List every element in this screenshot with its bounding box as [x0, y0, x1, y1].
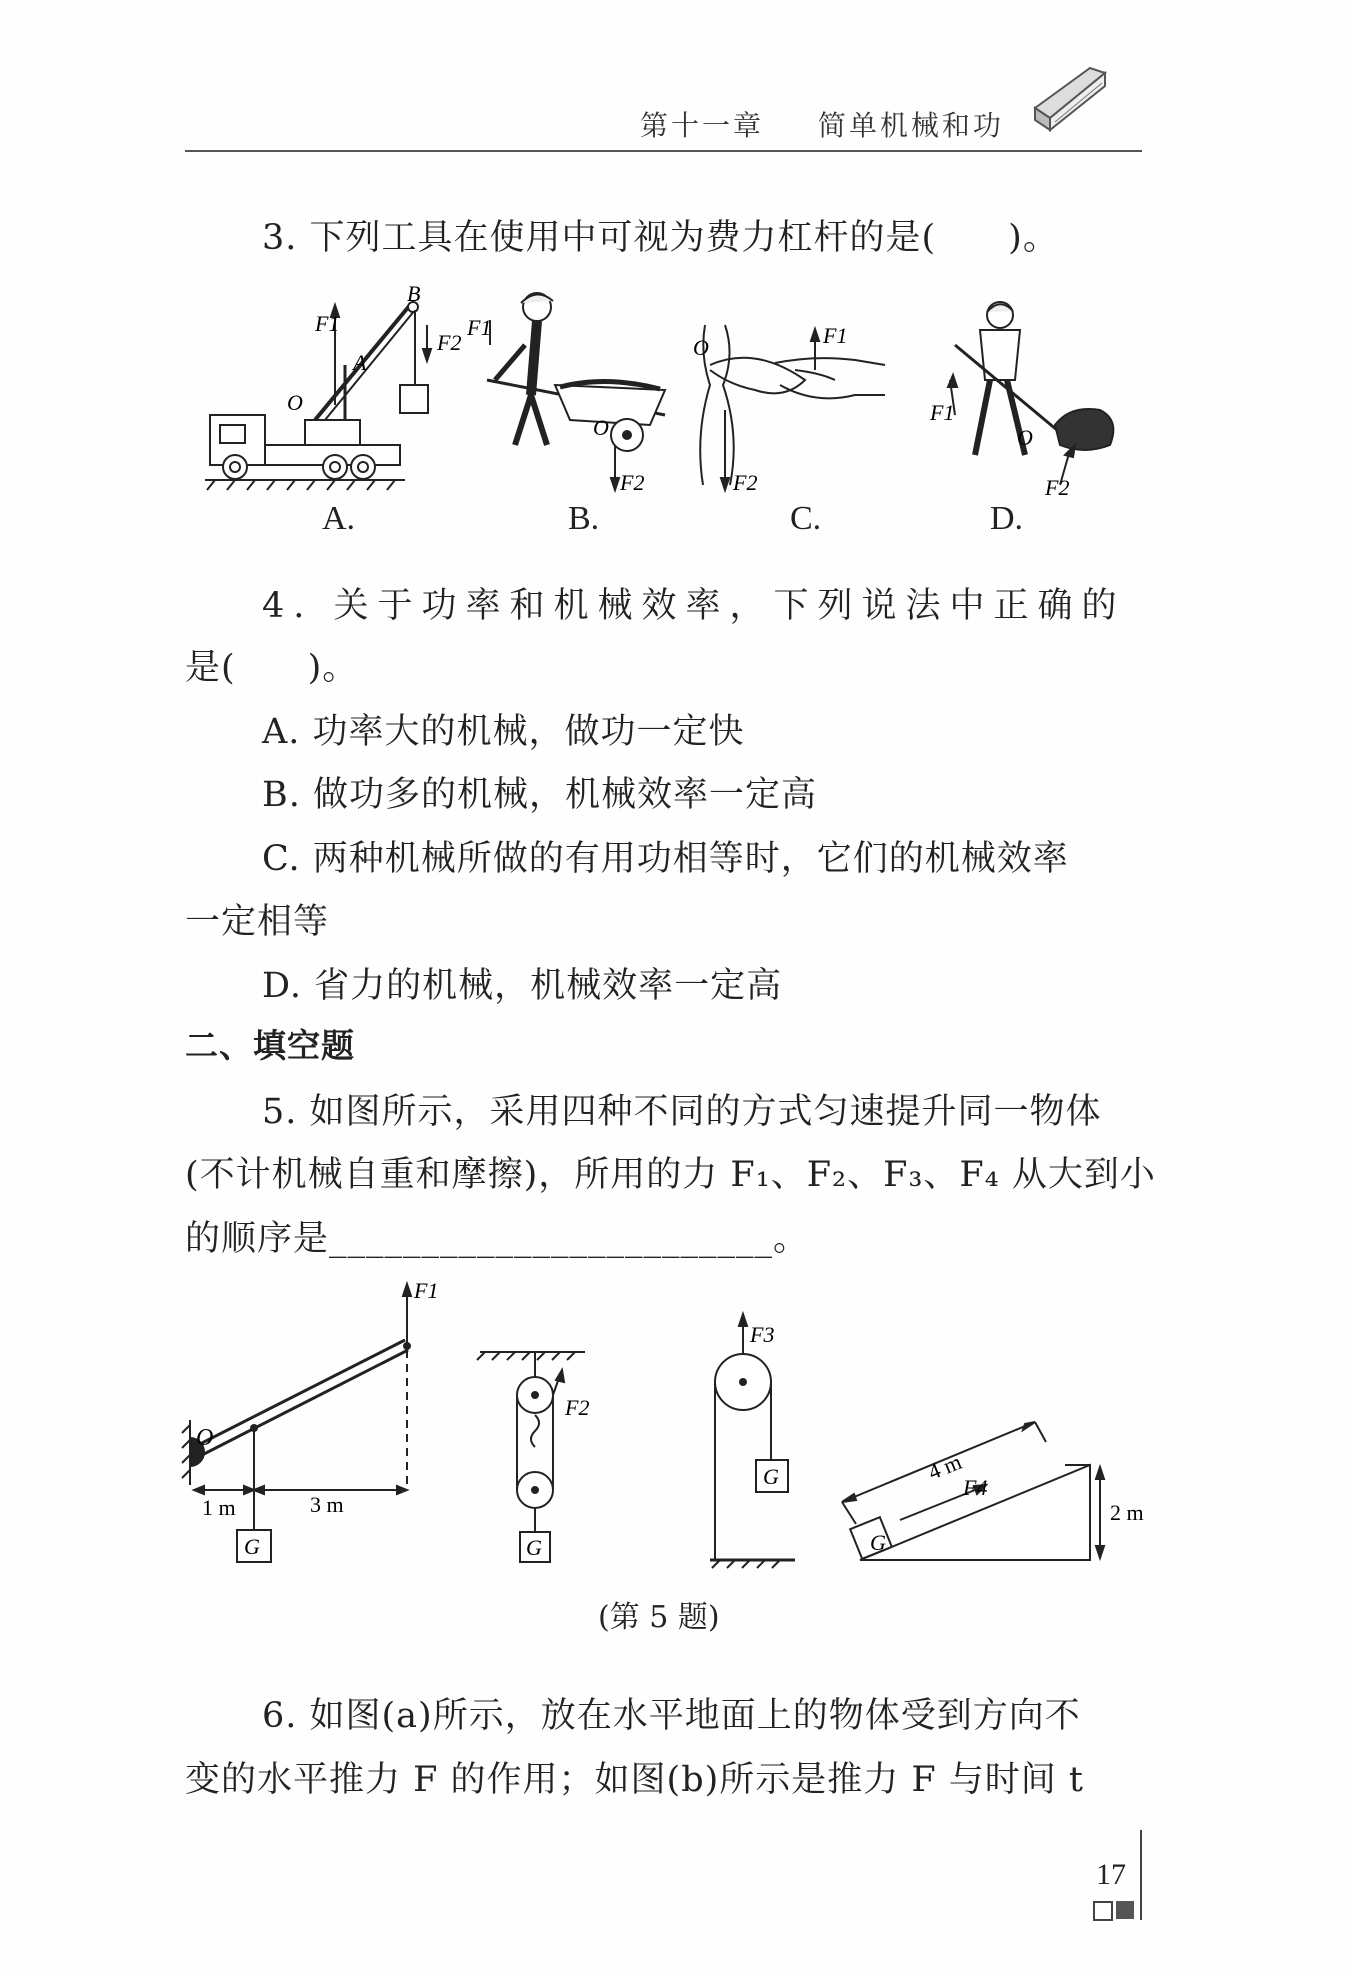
pulley-g-label: G — [526, 1535, 542, 1560]
running-header — [640, 104, 1004, 144]
crowbar-figure — [948, 302, 1113, 485]
incline-f4-label: F4 — [963, 1475, 988, 1500]
lever-3m-label: 3 m — [310, 1492, 344, 1517]
page-marker-filled — [1116, 1901, 1134, 1919]
q4-option-c-line2: 一定相等 — [185, 902, 330, 942]
incline-4m-label: 4 m — [924, 1448, 966, 1485]
fixed-f3-label: F3 — [750, 1322, 775, 1347]
question-5-line2: (不计机械自重和摩擦)，所用的力 F₁、F₂、F₃、F₄ 从大到小 — [185, 1155, 1156, 1195]
fixed-g-label: G — [763, 1464, 779, 1489]
q3-option-b: B. — [568, 500, 600, 537]
pulley-f2-label: F2 — [565, 1395, 590, 1420]
crane-f1-label: F1 — [315, 311, 340, 336]
crane-o-label: O — [287, 390, 303, 415]
tool-f2-label: F2 — [733, 470, 758, 495]
tool-o-label: O — [693, 335, 709, 360]
chapter-label: 第十一章 — [640, 109, 765, 142]
lever-1m-label: 1 m — [202, 1495, 236, 1520]
lever-f1-label: F1 — [414, 1278, 439, 1303]
question-5-line3: 的顺序是________________________。 — [185, 1219, 810, 1259]
header-rule — [185, 150, 1142, 152]
lever-g-label: G — [244, 1534, 260, 1559]
crane-a-label: A — [353, 350, 367, 375]
crowbar-o-label: O — [1017, 425, 1033, 450]
q4-option-c-line1: C. 两种机械所做的有用功相等时，它们的机械效率 — [262, 839, 1069, 879]
barrow-o-label: O — [593, 415, 609, 440]
page-marker-empty — [1093, 1901, 1113, 1921]
incline-2m-label: 2 m — [1110, 1500, 1144, 1525]
book-icon — [1030, 58, 1110, 138]
pulley-block-figure — [477, 1352, 585, 1562]
q4-option-d: D. 省力的机械，机械效率一定高 — [262, 966, 783, 1006]
crane-f2-label: F2 — [437, 330, 462, 355]
incline-g-label: G — [870, 1530, 886, 1555]
chapter-title: 简单机械和功 — [817, 109, 1004, 142]
q3-option-d: D. — [990, 500, 1024, 537]
barrow-f1-label: F1 — [467, 315, 492, 340]
question-6-line1: 6. 如图(a)所示，放在水平地面上的物体受到方向不 — [262, 1696, 1081, 1736]
tool-f1-label: F1 — [823, 323, 848, 348]
hand-tool-figure — [700, 325, 885, 490]
q3-option-c: C. — [790, 500, 822, 537]
barrow-f2-label: F2 — [620, 470, 645, 495]
page-number: 17 — [1096, 1858, 1126, 1891]
q3-figures — [195, 285, 1195, 495]
question-4-line2: 是( )。 — [185, 648, 359, 688]
lever-o-label: O — [196, 1425, 214, 1451]
crowbar-f1-label: F1 — [930, 400, 955, 425]
section-heading-fill-in: 二、填空题 — [185, 1026, 355, 1065]
page-number-bar — [1140, 1830, 1142, 1920]
crane-b-label: B — [407, 285, 421, 306]
q3-option-a: A. — [322, 500, 356, 537]
q5-figures — [180, 1270, 1160, 1570]
question-3: 3. 下列工具在使用中可视为费力杠杆的是( )。 — [262, 218, 1059, 258]
question-5-line1: 5. 如图所示，采用四种不同的方式匀速提升同一物体 — [262, 1092, 1102, 1132]
q4-option-b: B. 做功多的机械，机械效率一定高 — [262, 775, 817, 815]
q4-option-a: A. 功率大的机械，做功一定快 — [262, 712, 745, 752]
crowbar-f2-label: F2 — [1045, 475, 1070, 495]
figure-5-caption: (第 5 题) — [598, 1600, 720, 1635]
lever-figure — [182, 1284, 411, 1562]
wheelbarrow-figure — [487, 293, 665, 490]
question-4-line1: 4. 关于功率和机械效率，下列说法中正确的 — [262, 586, 1126, 626]
question-6-line2: 变的水平推力 F 的作用；如图(b)所示是推力 F 与时间 t — [185, 1760, 1084, 1800]
fixed-pulley-figure — [710, 1314, 795, 1568]
